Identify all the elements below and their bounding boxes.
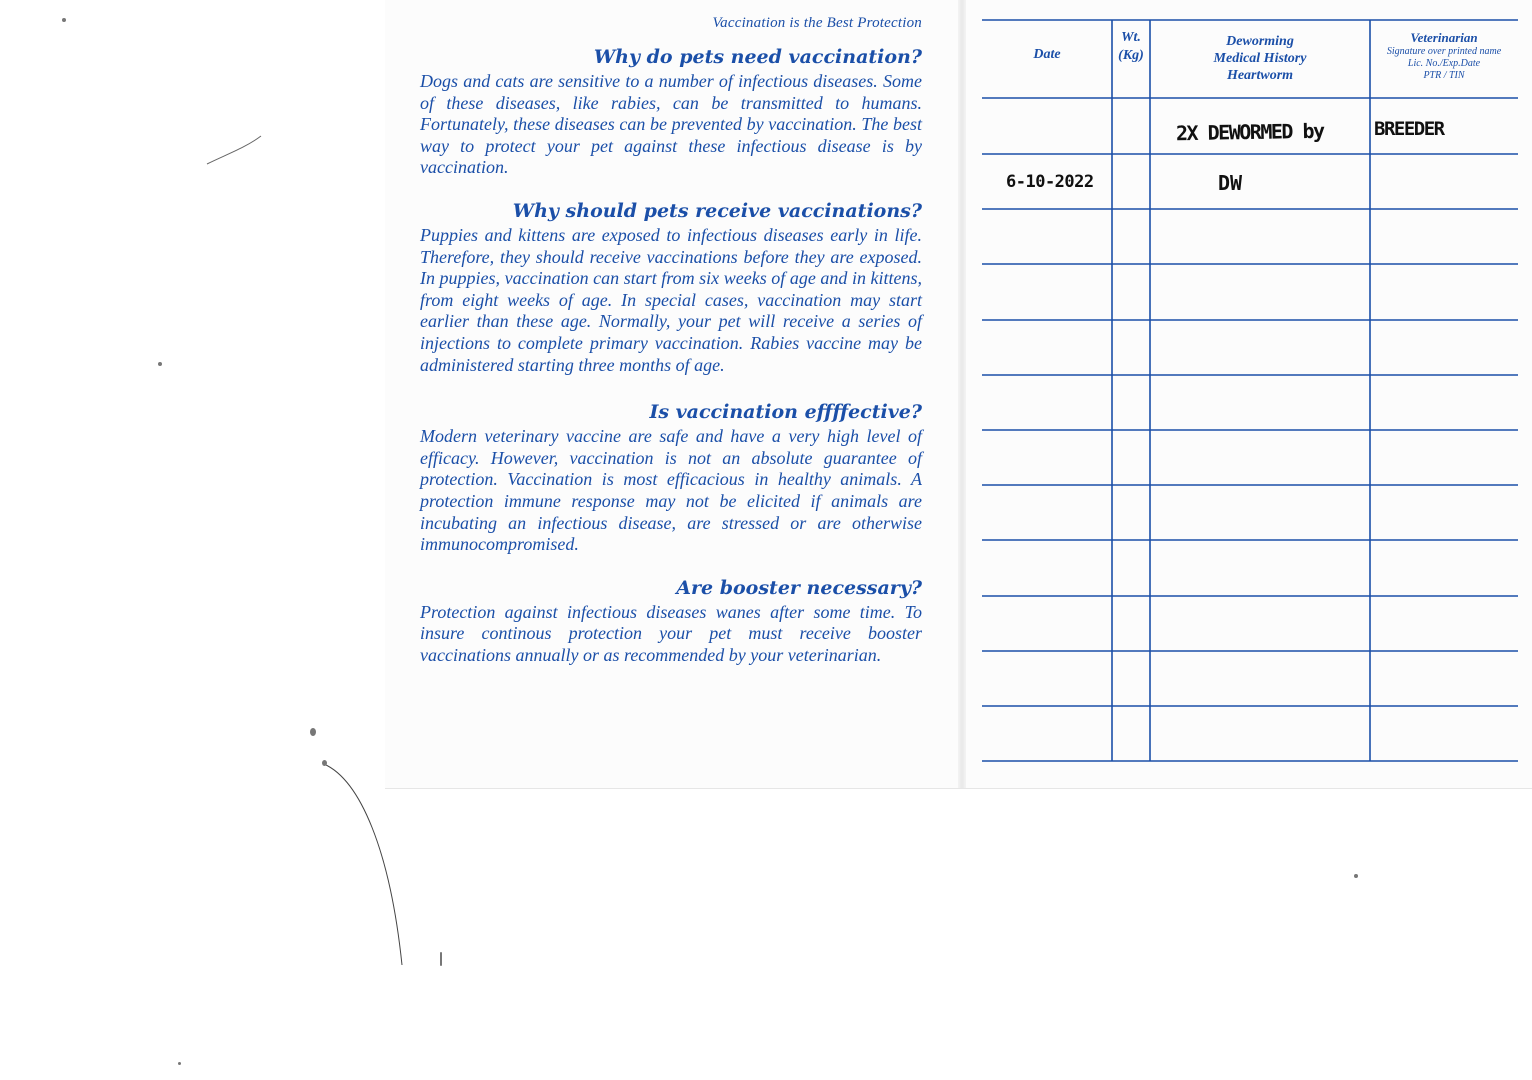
handwritten-date-entry: 6-10-2022 — [1006, 172, 1094, 192]
handwritten-medical-entry: DW — [1218, 171, 1243, 195]
handwritten-medical-entry: 2X DEWORMED by — [1175, 118, 1324, 146]
section-body: Modern veterinary vaccine are safe and have a very high level of efficacy. However, vaccination is not an absolute guarantee of protection. Vaccination is most efficacious in healthy animals. A protection immune response may not be elicited if animals are incubating an infectious disease, are stressed or are otherwise immunocompromised. — [420, 426, 922, 555]
info-section-effective — [420, 400, 922, 556]
header-vet-line: Lic. No./Exp.Date — [1407, 58, 1481, 69]
header-weight-label: Wt. — [1121, 30, 1141, 45]
scan-scratch-artifact — [205, 130, 265, 170]
info-section-booster — [420, 576, 922, 667]
info-section-why-receive — [420, 199, 922, 376]
running-head: Vaccination is the Best Protection — [712, 15, 922, 31]
medical-record-table — [982, 19, 1518, 763]
section-body: Puppies and kittens are exposed to infectious diseases early in life. Therefore, they should receive vaccinations before they are exposed. In puppies, vaccination can start from six weeks of age and in kittens, from eight weeks of age. In special cases, vaccination may start earlier than these age. Normally, your pet will receive a series of injections to complete primary vaccination. Rabies vaccine may be administered starting three months of age. — [420, 224, 922, 375]
header-veterinarian — [1370, 31, 1518, 82]
header-medical-line: Medical History — [1213, 51, 1307, 66]
section-heading: Are booster necessary? — [676, 576, 922, 599]
dust-speck — [310, 728, 316, 736]
header-medical — [1150, 33, 1370, 84]
header-weight-unit: (Kg) — [1118, 48, 1144, 63]
vaccination-info-page — [420, 10, 922, 666]
header-vet-line: PTR / TIN — [1423, 70, 1465, 81]
dust-speck — [178, 1062, 181, 1065]
section-heading: Why should pets receive vaccinations? — [512, 199, 922, 222]
dust-speck — [322, 760, 327, 766]
handwritten-veterinarian-entry: BREEDER — [1374, 118, 1444, 140]
header-date: Date — [1033, 47, 1061, 62]
scan-hair-artifact — [300, 760, 420, 970]
header-medical-line: Deworming — [1226, 34, 1294, 49]
info-section-why-need — [420, 45, 922, 179]
dust-speck — [158, 362, 162, 366]
header-vet-title: Veterinarian — [1410, 30, 1478, 45]
section-heading: Is vaccination effffective? — [649, 401, 922, 424]
section-body: Dogs and cats are sensitive to a number of infectious diseases. Some of these diseases, like rabies, can be transmitted to humans. Fortunately, these diseases can be prevented by vaccination. The best way to protect your pet against these infectious disease is by vaccination. — [420, 71, 922, 178]
header-medical-line: Heartworm — [1226, 68, 1294, 83]
header-weight — [1112, 29, 1150, 65]
center-crease — [958, 0, 966, 788]
section-body: Protection against infectious diseases wanes after some time. To insure continous protection your pet must receive booster vaccinations annually or as recommended by your veterinarian. — [420, 601, 922, 665]
dust-speck — [440, 952, 442, 966]
section-heading: Why do pets need vaccination? — [593, 46, 922, 68]
dust-speck — [1354, 874, 1358, 878]
header-vet-line: Signature over printed name — [1386, 46, 1502, 57]
dust-speck — [62, 18, 66, 22]
